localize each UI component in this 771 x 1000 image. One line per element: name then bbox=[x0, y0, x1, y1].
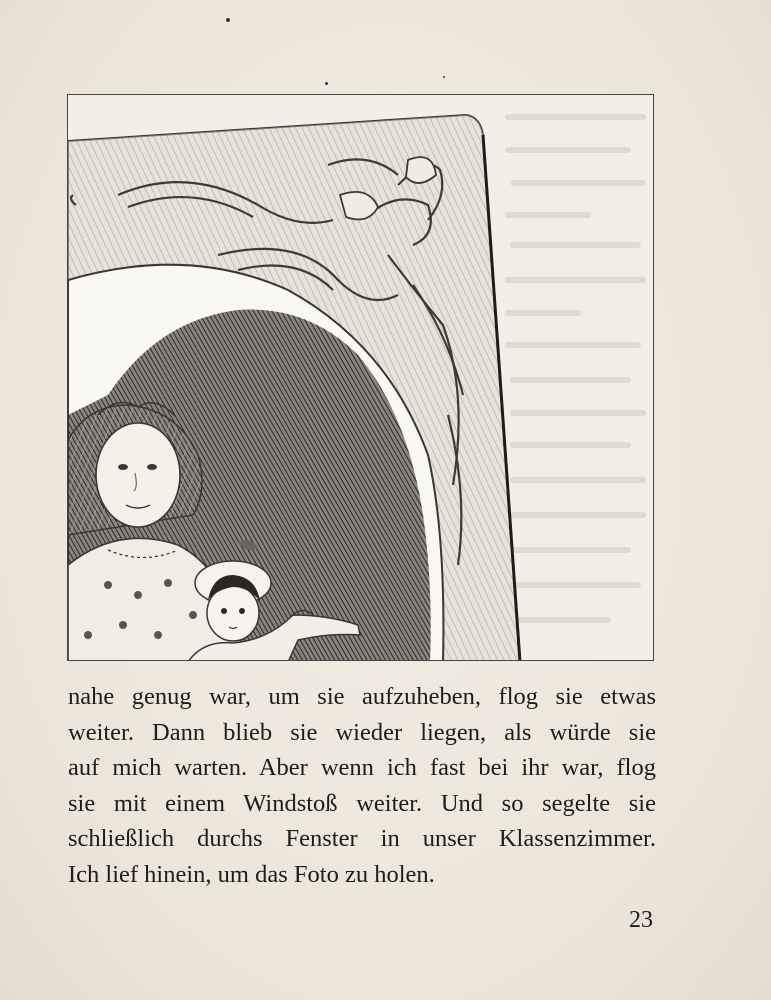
illustration bbox=[67, 94, 654, 661]
bleed-through-text bbox=[508, 117, 643, 620]
text-line-4: sie mit einem Windstoß weiter. Und so segelte sie bbox=[68, 789, 656, 817]
page-number: 23 bbox=[629, 907, 653, 933]
ink-speck bbox=[226, 18, 230, 22]
text-line-2: weiter. Dann blieb sie wieder liegen, als würde sie bbox=[68, 718, 656, 746]
text-line-3: auf mich warten. Aber wenn ich fast bei ihr war, flog bbox=[68, 754, 656, 781]
text-line-1: nahe genug war, um sie aufzuheben, flog sie etwas bbox=[68, 683, 656, 710]
text-line-5: schließlich durchs Fenster in unser Klassenzimmer. bbox=[68, 825, 656, 852]
ink-speck bbox=[443, 76, 445, 78]
body-text bbox=[68, 679, 656, 892]
illustration-drawing bbox=[68, 95, 654, 661]
ink-speck bbox=[325, 82, 328, 85]
text-line-6: Ich lief hinein, um das Foto zu holen. bbox=[68, 860, 435, 888]
